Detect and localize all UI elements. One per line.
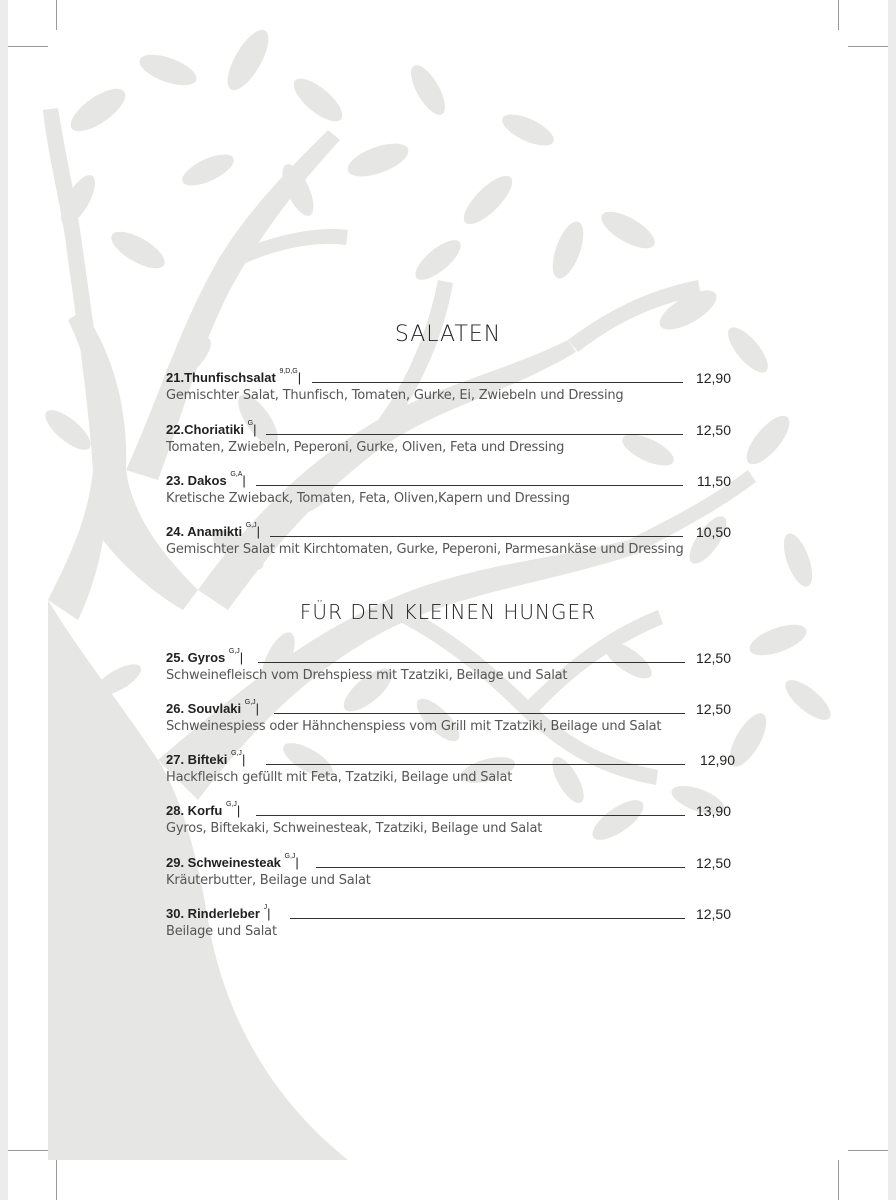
section-title-salaten: SALATEN (394, 322, 502, 347)
leader-line (290, 918, 685, 919)
item-price: 12,50 (695, 855, 731, 871)
item-name: 24. Anamikti $^{G,J}$| (166, 522, 261, 539)
leader-line (316, 867, 685, 868)
crop-mark (848, 46, 888, 47)
section-title-kleinen-hunger: FÜR DEN KLEINEN HUNGER (299, 600, 597, 624)
crop-mark (8, 1150, 48, 1151)
item-name: 21.Thunfischsalat $^{9,D,G}$| (166, 368, 302, 385)
item-price: 12,90 (695, 370, 731, 386)
item-description: Gyros, Biftekaki, Schweinesteak, Tzatziki, Beilage und Salat (166, 821, 543, 836)
item-price: 13,90 (695, 803, 731, 819)
item-description: Kräuterbutter, Beilage und Salat (166, 873, 371, 888)
leader-line (274, 713, 685, 714)
leader-line (312, 382, 683, 383)
item-name: 22.Choriatiki $^G$| (166, 420, 257, 437)
item-name: 29. Schweinesteak $^{G,J}$| (166, 853, 299, 870)
item-description: Gemischter Salat, Thunfisch, Tomaten, Gurke, Ei, Zwiebeln und Dressing (166, 388, 624, 403)
menu-item (166, 524, 731, 557)
leader-line (270, 536, 683, 537)
crop-mark (56, 0, 57, 30)
crop-mark (838, 0, 839, 30)
item-price: 11,50 (697, 473, 731, 489)
leader-line (258, 662, 685, 663)
item-description: Schweinespiess oder Hähnchenspiess vom Grill mit Tzatziki, Beilage und Salat (166, 719, 662, 734)
item-description: Hackfleisch gefüllt mit Feta, Tzatziki, Beilage und Salat (166, 770, 513, 785)
item-price: 12,90 (699, 752, 735, 768)
leader-line (256, 815, 685, 816)
item-description: Tomaten, Zwiebeln, Peperoni, Gurke, Oliven, Feta und Dressing (166, 440, 565, 455)
item-name: 23. Dakos $^{G,A}$| (166, 471, 246, 488)
leader-line (266, 434, 683, 435)
menu-item (166, 701, 731, 734)
item-description: Gemischter Salat mit Kirchtomaten, Gurke, Peperoni, Parmesankäse und Dressing (166, 542, 684, 557)
menu-item (166, 422, 731, 455)
item-name: 26. Souvlaki $^{G,J}$| (166, 699, 260, 716)
item-name: 30. Rinderleber $^J$| (166, 904, 271, 921)
crop-mark (56, 1160, 57, 1200)
menu-item (166, 650, 731, 683)
menu-page (8, 0, 888, 1200)
leader-line (266, 764, 685, 765)
item-price: 12,50 (695, 422, 731, 438)
item-description: Kretische Zwieback, Tomaten, Feta, Oliven,Kapern und Dressing (166, 491, 570, 506)
crop-mark (848, 1150, 888, 1151)
crop-mark (838, 1160, 839, 1200)
menu-item (166, 750, 735, 785)
leader-line (256, 485, 683, 486)
item-price: 12,50 (695, 650, 731, 666)
menu-item (166, 906, 731, 939)
menu-item (166, 855, 731, 888)
item-name: 27. Bifteki $^{G,J}$| (166, 750, 246, 767)
crop-mark (8, 46, 48, 47)
menu-item (166, 803, 731, 836)
item-price: 12,50 (695, 701, 731, 717)
item-description: Beilage und Salat (166, 924, 277, 939)
item-name: 25. Gyros $^{G,J}$| (166, 648, 244, 665)
item-name: 28. Korfu $^{G,J}$| (166, 801, 241, 818)
menu-item (166, 473, 731, 506)
item-price: 12,50 (695, 906, 731, 922)
item-price: 10,50 (695, 524, 731, 540)
menu-item (166, 370, 731, 403)
item-description: Schweinefleisch vom Drehspiess mit Tzatziki, Beilage und Salat (166, 668, 568, 683)
